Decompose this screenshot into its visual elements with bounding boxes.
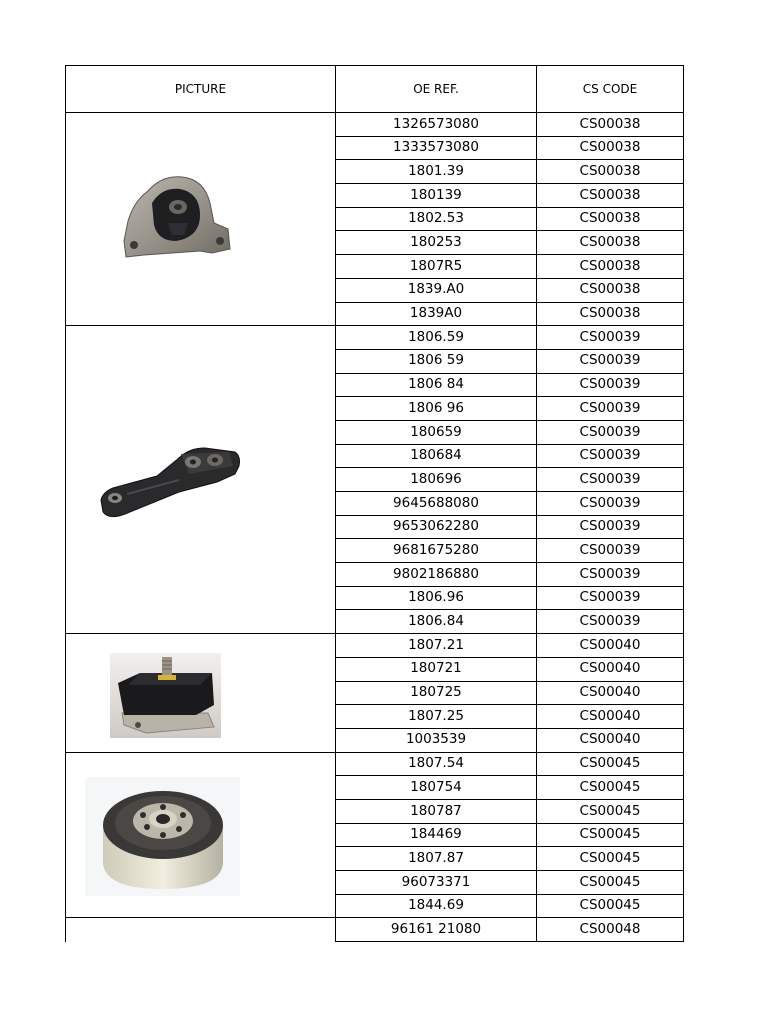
table-row — [66, 634, 684, 658]
cs-code-cell: CS00045 — [537, 776, 684, 800]
cs-code-cell: CS00048 — [537, 918, 684, 942]
oe-ref-cell: 1839.A0 — [336, 278, 537, 302]
header-row — [66, 66, 684, 113]
header-oe-ref: OE REF. — [336, 66, 537, 113]
cs-code-cell: CS00039 — [537, 515, 684, 539]
cs-code-cell: CS00039 — [537, 468, 684, 492]
cs-code-cell: CS00045 — [537, 752, 684, 776]
oe-ref-cell: 9653062280 — [336, 515, 537, 539]
oe-ref-cell: 1806.59 — [336, 326, 537, 350]
oe-ref-cell: 96073371 — [336, 871, 537, 895]
table-row — [66, 918, 684, 942]
cs-code-cell: CS00040 — [537, 634, 684, 658]
header-picture: PICTURE — [66, 66, 336, 113]
cs-code-cell: CS00039 — [537, 326, 684, 350]
picture-cell — [66, 634, 335, 751]
oe-ref-cell: 1807.25 — [336, 705, 537, 729]
oe-ref-cell: 180787 — [336, 799, 537, 823]
oe-ref-cell: 180696 — [336, 468, 537, 492]
cs-code-cell: CS00045 — [537, 871, 684, 895]
oe-ref-cell: 180139 — [336, 184, 537, 208]
parts-table — [65, 65, 684, 942]
parts-table-body — [66, 113, 684, 942]
picture-cell — [66, 326, 335, 633]
cs-code-cell: CS00039 — [537, 373, 684, 397]
rubber-block-mount-icon — [110, 653, 221, 738]
cs-code-cell: CS00038 — [537, 207, 684, 231]
cs-code-cell: CS00039 — [537, 420, 684, 444]
picture-cell-container — [66, 918, 336, 942]
cs-code-cell: CS00040 — [537, 657, 684, 681]
oe-ref-cell: 184469 — [336, 823, 537, 847]
cs-code-cell: CS00039 — [537, 349, 684, 373]
cs-code-cell: CS00038 — [537, 255, 684, 279]
oe-ref-cell: 1807.21 — [336, 634, 537, 658]
oe-ref-cell: 180725 — [336, 681, 537, 705]
cs-code-cell: CS00039 — [537, 444, 684, 468]
oe-ref-cell: 1333573080 — [336, 136, 537, 160]
cs-code-cell: CS00038 — [537, 302, 684, 326]
cs-code-cell: CS00045 — [537, 823, 684, 847]
oe-ref-cell: 1802.53 — [336, 207, 537, 231]
oe-ref-cell: 1801.39 — [336, 160, 537, 184]
cylindrical-bushing-icon — [85, 777, 240, 896]
cs-code-cell: CS00039 — [537, 539, 684, 563]
oe-ref-cell: 180754 — [336, 776, 537, 800]
oe-ref-cell: 180684 — [336, 444, 537, 468]
oe-ref-cell: 9802186880 — [336, 563, 537, 587]
cs-code-cell: CS00045 — [537, 847, 684, 871]
oe-ref-cell: 9681675280 — [336, 539, 537, 563]
oe-ref-cell: 1003539 — [336, 728, 537, 752]
oe-ref-cell: 180659 — [336, 420, 537, 444]
oe-ref-cell: 1807R5 — [336, 255, 537, 279]
oe-ref-cell: 1806.84 — [336, 610, 537, 634]
oe-ref-cell: 96161 21080 — [336, 918, 537, 942]
cs-code-cell: CS00039 — [537, 492, 684, 516]
cs-code-cell: CS00039 — [537, 563, 684, 587]
header-cs-code: CS CODE — [537, 66, 684, 113]
cs-code-cell: CS00038 — [537, 160, 684, 184]
cs-code-cell: CS00040 — [537, 681, 684, 705]
table-row — [66, 113, 684, 137]
picture-cell-container — [66, 326, 336, 634]
cs-code-cell: CS00039 — [537, 610, 684, 634]
oe-ref-cell: 1807.54 — [336, 752, 537, 776]
cs-code-cell: CS00039 — [537, 586, 684, 610]
oe-ref-cell: 180721 — [336, 657, 537, 681]
cs-code-cell: CS00038 — [537, 113, 684, 137]
cs-code-cell: CS00040 — [537, 705, 684, 729]
oe-ref-cell: 1806.96 — [336, 586, 537, 610]
cs-code-cell: CS00040 — [537, 728, 684, 752]
oe-ref-cell: 1844.69 — [336, 894, 537, 918]
cs-code-cell: CS00038 — [537, 136, 684, 160]
cs-code-cell: CS00039 — [537, 397, 684, 421]
table-row — [66, 752, 684, 776]
table-row — [66, 326, 684, 350]
engine-mount-bracket-icon — [104, 163, 240, 263]
oe-ref-cell: 1807.87 — [336, 847, 537, 871]
torque-rod-mount-icon — [97, 436, 242, 522]
picture-cell-container — [66, 752, 336, 918]
oe-ref-cell: 1806 96 — [336, 397, 537, 421]
picture-cell-container — [66, 634, 336, 752]
picture-cell-container — [66, 113, 336, 326]
oe-ref-cell: 9645688080 — [336, 492, 537, 516]
picture-cell — [66, 113, 335, 325]
cs-code-cell: CS00045 — [537, 894, 684, 918]
oe-ref-cell: 1806 59 — [336, 349, 537, 373]
oe-ref-cell: 1839A0 — [336, 302, 537, 326]
cs-code-cell: CS00038 — [537, 184, 684, 208]
oe-ref-cell: 1326573080 — [336, 113, 537, 137]
oe-ref-cell: 180253 — [336, 231, 537, 255]
oe-ref-cell: 1806 84 — [336, 373, 537, 397]
cs-code-cell: CS00038 — [537, 231, 684, 255]
cs-code-cell: CS00038 — [537, 278, 684, 302]
cs-code-cell: CS00045 — [537, 799, 684, 823]
picture-cell — [66, 753, 335, 918]
